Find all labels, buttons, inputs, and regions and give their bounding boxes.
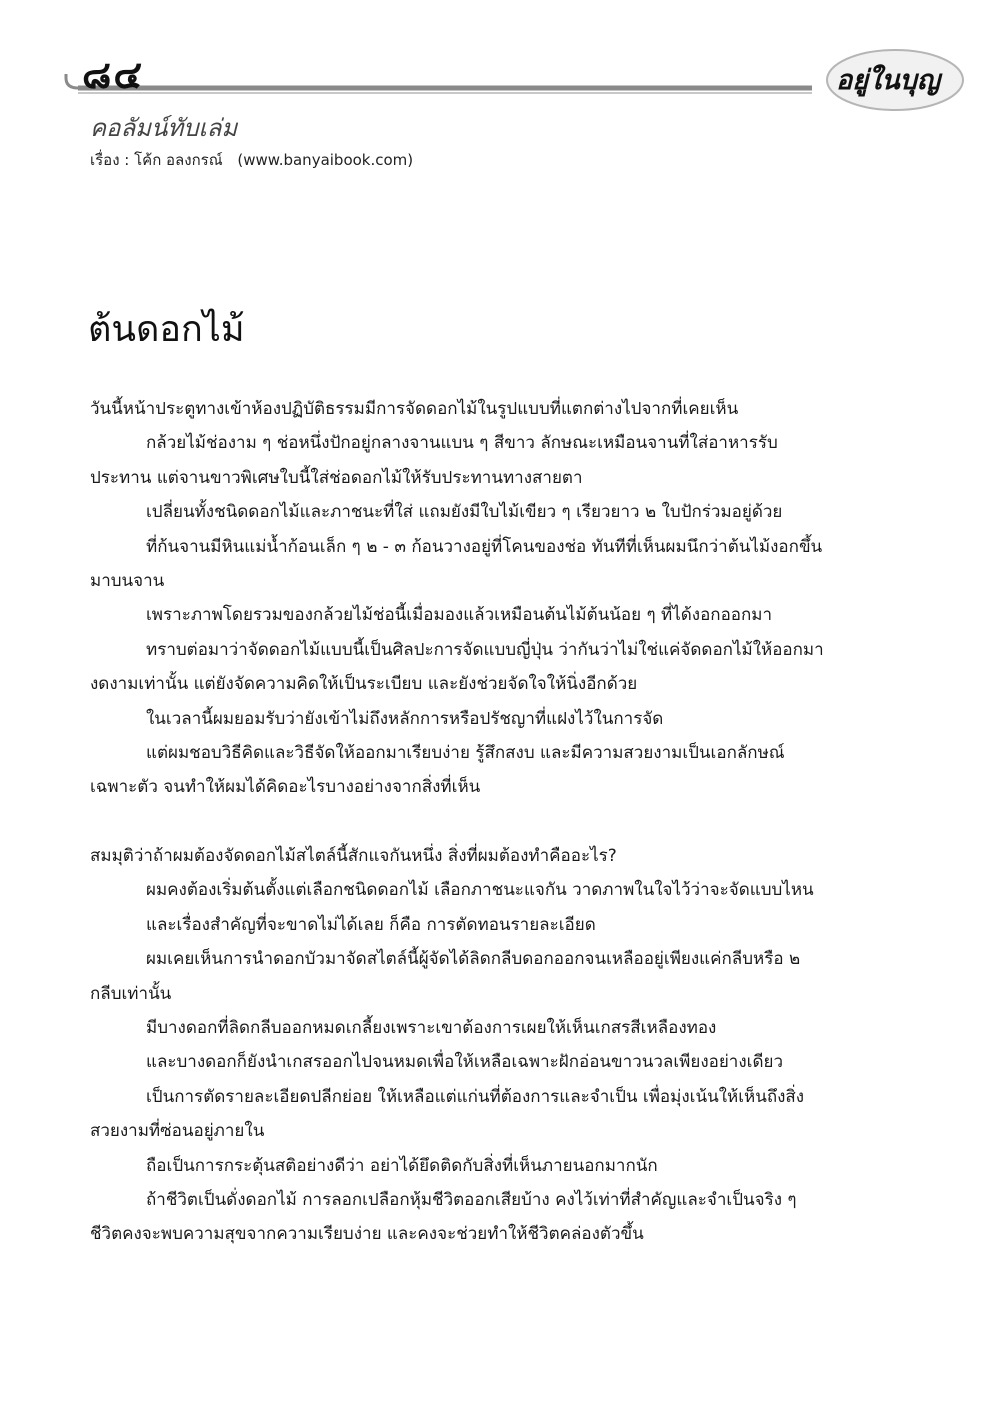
article-title: ต้นดอกไม้ [88,309,245,350]
column-title: คอลัมน์ทับเล่ม [90,114,238,142]
paragraph: มีบางดอกที่ลิดกลีบออกหมดเกลี้ยงเพราะเขาต้องการเผยให้เห็นเกสรสีเหลืองทอง [146,1017,717,1038]
paragraph: ผมเคยเห็นการนำดอกบัวมาจัดสไตล์นี้ผู้จัดได้ลิดกลีบดอกออกจนเหลืออยู่เพียงแค่กลีบหรือ ๒ กลีบเท่านั้น [90,949,801,1004]
article-section-2 [90,839,826,1252]
paragraph: สมมุติว่าถ้าผมต้องจัดดอกไม้สไตล์นี้สักแจกันหนึ่ง สิ่งที่ผมต้องทำคืออะไร? [90,845,617,866]
header-rule-left-cap [66,74,78,88]
paragraph: และเรื่องสำคัญที่จะขาดไม่ได้เลย ก็คือ การตัดทอนรายละเอียด [146,914,596,935]
article-body [90,392,826,1252]
paragraph: ถือเป็นการกระตุ้นสติอย่างดีว่า อย่าได้ยึดติดกับสิ่งที่เห็นภายนอกมากนัก [146,1155,658,1176]
page-header [0,0,1000,120]
article-section-1 [90,392,826,805]
paragraph: ในเวลานี้ผมยอมรับว่ายังเข้าไม่ถึงหลักการหรือปรัชญาที่แฝงไว้ในการจัด [146,708,664,729]
paragraph: ทราบต่อมาว่าจัดดอกไม้แบบนี้เป็นศิลปะการจัดแบบญี่ปุ่น ว่ากันว่าไม่ใช่แค่จัดดอกไม้ให้ออกมางดงามเท่านั้น แต่ยังจัดความคิดให้เป็นระเบียบ และยังช่วยจัดใจให้นิ่งอีกด้วย [90,639,824,695]
section-gap [90,805,826,839]
paragraph: และบางดอกก็ยังนำเกสรออกไปจนหมดเพื่อให้เหลือเฉพาะฝักอ่อนขาวนวลเพียงอย่างเดียว [146,1052,784,1073]
paragraph: วันนี้หน้าประตูทางเข้าห้องปฏิบัติธรรมมีการจัดดอกไม้ในรูปแบบที่แตกต่างไปจากที่เคยเห็น [90,399,739,419]
paragraph: กล้วยไม้ช่องาม ๆ ช่อหนึ่งปักอยู่กลางจานแบน ๆ สีขาว ลักษณะเหมือนจานที่ใส่อาหารรับประทาน แต่จานขาวพิเศษใบนี้ใส่ช่อดอกไม้ให้รับประทานทางสายตา [90,433,778,488]
paragraph: ที่ก้นจานมีหินแม่น้ำก้อนเล็ก ๆ ๒ - ๓ ก้อนวางอยู่ที่โคนของช่อ ทันทีที่เห็นผมนึกว่าต้นไม้งอกขึ้นมาบนจาน [90,536,823,592]
paragraph: ถ้าชีวิตเป็นดั่งดอกไม้ การลอกเปลือกหุ้มชีวิตออกเสียบ้าง คงไว้เท่าที่สำคัญและจำเป็นจริง ๆ ชีวิตคงจะพบความสุขจากความเรียบง่าย และคงจะช่วยทำให้ชีวิตคล่องตัวขึ้น [90,1189,797,1245]
paragraph: เพราะภาพโดยรวมของกล้วยไม้ช่อนี้เมื่อมองแล้วเหมือนต้นไม้ต้นน้อย ๆ ที่ได้งอกออกมา [146,605,773,626]
byline [90,148,413,172]
paragraph: แต่ผมชอบวิธีคิดและวิธีจัดให้ออกมาเรียบง่าย รู้สึกสงบ และมีความสวยงามเป็นเอกลักษณ์เฉพาะตัว จนทำให้ผมได้คิดอะไรบางอย่างจากสิ่งที่เห็น [90,743,785,798]
paragraph: เป็นการตัดรายละเอียดปลีกย่อย ให้เหลือแต่แก่นที่ต้องการและจำเป็น เพื่อมุ่งเน้นให้เห็นถึงสิ่งสวยงามที่ซ่อนอยู่ภายใน [90,1086,805,1142]
website: (www.banyaibook.com) [237,151,414,169]
page-number: ๘๔ [82,52,145,97]
book-logo: อยู่ในบุญ [836,65,940,96]
paragraph: ผมคงต้องเริ่มต้นตั้งแต่เลือกชนิดดอกไม้ เลือกภาชนะแจกัน วาดภาพในใจไว้ว่าจะจัดแบบไหน [146,880,814,901]
author: เรื่อง : โค้ก อลงกรณ์ [90,151,223,169]
paragraph: เปลี่ยนทั้งชนิดดอกไม้และภาชนะที่ใส่ แถมยังมีใบไม้เขียว ๆ เรียวยาว ๒ ใบปักร่วมอยู่ด้วย [146,502,783,523]
